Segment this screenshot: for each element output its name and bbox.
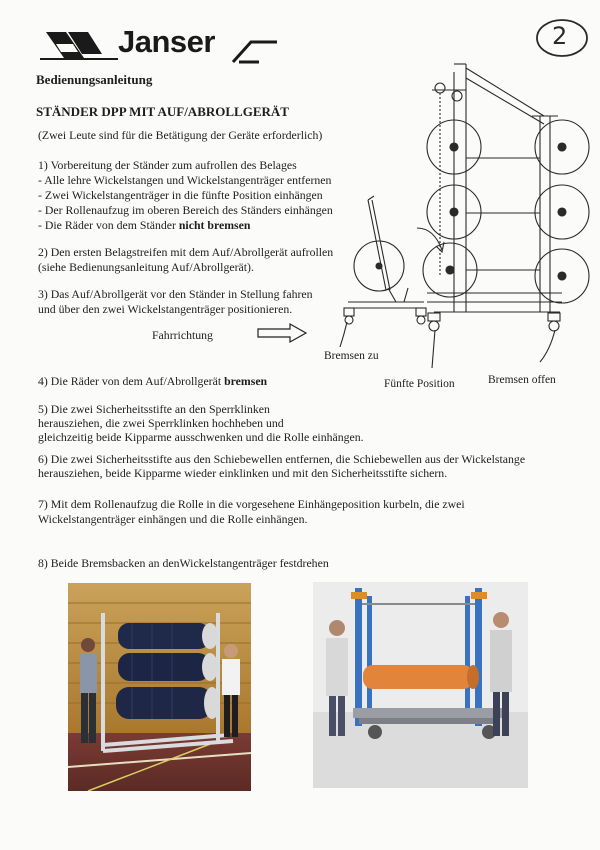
step4-text: 4) Die Räder von dem Auf/Abrollgerät [38, 374, 225, 388]
logo-swoosh-icon [225, 28, 285, 68]
step2-line: 2) Den ersten Belagstreifen mit dem Auf/Abrollgerät aufrollen [38, 245, 334, 259]
persons-note: (Zwei Leute sind für die Betätigung der Geräte erforderlich) [38, 128, 323, 142]
step1-title: 1) Vorbereitung der Ständer zum aufrollen des Belages [38, 158, 297, 172]
logo-stripes-icon [40, 24, 120, 64]
stand-diagram [322, 50, 592, 370]
step5-line: 5) Die zwei Sicherheitsstifte an den Sperrklinken [38, 402, 270, 416]
step1-last-text: - Die Räder von dem Ständer [38, 218, 179, 232]
step5-line: herausziehen, die zwei Sperrklinken hochheben und [38, 416, 284, 430]
photo-stand-gym [68, 583, 251, 791]
step7-line: 7) Mit dem Rollenaufzug die Rolle in die vorgesehene Einhängeposition kurbeln, die zwei [38, 497, 465, 511]
step4-line [38, 374, 267, 389]
step5-line: gleichzeitig beide Kipparme ausschwenken und die Rolle einhängen. [38, 430, 364, 444]
step4-bold: bremsen [224, 374, 268, 388]
step6-line: 6) Die zwei Sicherheitsstifte aus den Schiebewellen entfernen, die Schiebewellen aus der Wickelstange [38, 452, 526, 466]
step6-line: herausziehen, beide Kipparme wieder einklinken und mit den Sicherheitsstifte sichern. [38, 466, 448, 480]
step3-line: und über den zwei Wickelstangenträger positionieren. [38, 302, 293, 316]
step1-item: - Zwei Wickelstangenträger in die fünfte Position einhängen [38, 188, 323, 202]
label-bremsen-offen: Bremsen offen [488, 374, 556, 386]
document-subtitle: STÄNDER DPP MIT AUF/ABROLLGERÄT [36, 104, 289, 119]
step1-last-bold: nicht bremsen [178, 218, 251, 232]
label-bremsen-zu: Bremsen zu [324, 350, 379, 362]
step2-line: (siehe Bedienungsanleitung Auf/Abrollgerät). [38, 260, 254, 274]
logo-text: Janser [118, 24, 215, 59]
step8-line: 8) Beide Bremsbacken an denWickelstangenträger festdrehen [38, 556, 329, 570]
photo-stand-orange-roll [313, 582, 528, 788]
page-number: 2 [552, 22, 568, 50]
step1-item-last [38, 218, 250, 233]
janser-logo [40, 20, 285, 72]
step3-line: 3) Das Auf/Abrollgerät vor den Ständer in Stellung fahren [38, 287, 313, 301]
step7-line: Wickelstangenträger einhängen und die Rolle einhängen. [38, 512, 308, 526]
label-fuenfte-position: Fünfte Position [384, 378, 455, 390]
document-title: Bedienungsanleitung [36, 72, 153, 87]
direction-arrow-icon [256, 322, 308, 344]
step1-item: - Der Rollenaufzug im oberen Bereich des Ständers einhängen [38, 203, 333, 217]
direction-label: Fahrrichtung [152, 328, 213, 342]
step1-item: - Alle lehre Wickelstangen und Wickelstangenträger entfernen [38, 173, 332, 187]
